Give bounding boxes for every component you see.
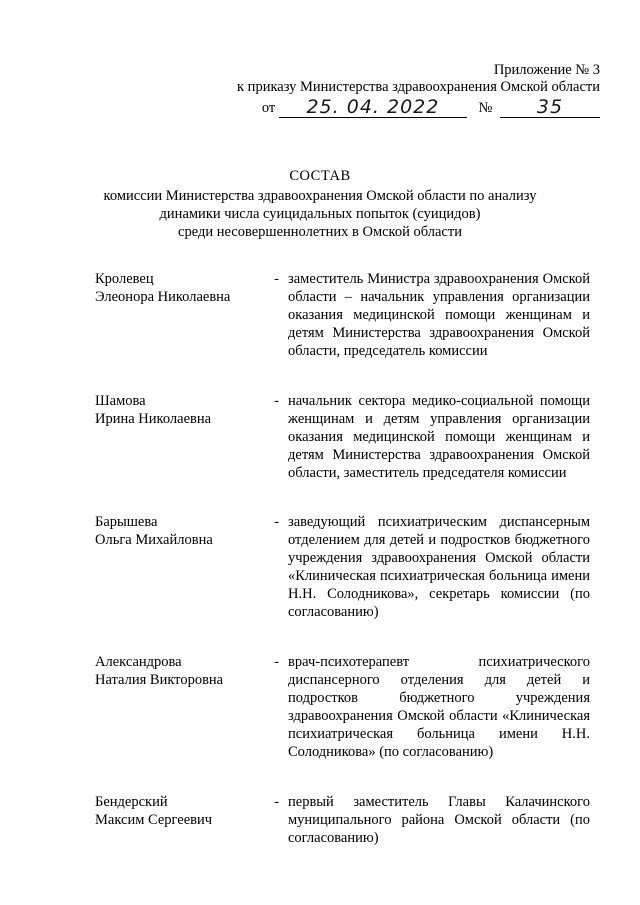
order-date-line xyxy=(262,97,600,118)
member-dash: - xyxy=(274,654,279,670)
member-role: заместитель Министра здравоохранения Омской области – начальник управления организации оказания медицинской помощи женщинам и детям Министерства здравоохранения Омской области, председатель комиссии xyxy=(288,271,590,359)
appendix-header xyxy=(237,62,600,96)
member-row xyxy=(95,513,595,621)
member-dash: - xyxy=(274,271,279,287)
member-given-names: Ольга Михайловна xyxy=(95,532,213,548)
date-blank xyxy=(279,97,467,118)
member-row xyxy=(95,653,595,761)
member-given-names: Ирина Николаевна xyxy=(95,411,212,427)
member-surname: Кролевец xyxy=(95,271,154,287)
member-given-names: Элеонора Николаевна xyxy=(95,289,231,305)
member-role: врач-психотерапевт психиатрического диспансерного отделения для детей и подростков бюджетного учреждения здравоохранения Омской области «Клиническая психиатрическая больница имени Н.Н. Солодникова» (по согласованию) xyxy=(288,654,590,760)
title-line-2: динамики числа суицидальных попыток (суицидов) xyxy=(159,206,481,222)
title-heading: СОСТАВ xyxy=(289,168,351,184)
document-title xyxy=(0,167,640,241)
member-role: первый заместитель Главы Калачинского муниципального района Омской области (по согласованию) xyxy=(288,794,590,846)
number-blank xyxy=(500,97,600,118)
member-name xyxy=(95,270,265,360)
members-list xyxy=(95,270,595,847)
member-role: начальник сектора медико-социальной помощи женщинам и детям управления организации оказания медицинской помощи женщинам и детям Министерства здравоохранения Омской области, заместитель председателя комиссии xyxy=(288,393,590,481)
number-label: № xyxy=(478,100,493,116)
member-given-names: Наталия Викторовна xyxy=(95,672,224,688)
appendix-number: Приложение № 3 xyxy=(493,62,600,78)
member-name xyxy=(95,653,265,761)
member-surname: Шамова xyxy=(95,393,146,409)
title-line-3: среди несовершеннолетних в Омской области xyxy=(178,224,462,240)
member-name xyxy=(95,392,265,482)
member-dash: - xyxy=(274,794,279,810)
member-surname: Бендерский xyxy=(95,794,168,810)
handwritten-date: 25. 04. 2022 xyxy=(306,96,440,118)
member-row xyxy=(95,392,595,482)
member-row xyxy=(95,270,595,360)
from-label: от xyxy=(261,100,276,116)
member-surname: Александрова xyxy=(95,654,182,670)
member-given-names: Максим Сергеевич xyxy=(95,812,213,828)
member-row xyxy=(95,793,595,847)
handwritten-number: 35 xyxy=(536,96,564,118)
member-name xyxy=(95,513,265,621)
order-reference: к приказу Министерства здравоохранения Омской области xyxy=(237,79,600,95)
member-role: заведующий психиатрическим диспансерным отделением для детей и подростков бюджетного учреждения здравоохранения Омской области «Клиническая психиатрическая больница имени Н.Н. Солодникова», секретарь комиссии (по согласованию) xyxy=(288,514,590,620)
member-dash: - xyxy=(274,393,279,409)
member-dash: - xyxy=(274,514,279,530)
member-surname: Барышева xyxy=(95,514,158,530)
member-name xyxy=(95,793,265,847)
title-line-1: комиссии Министерства здравоохранения Омской области по анализу xyxy=(103,188,537,204)
